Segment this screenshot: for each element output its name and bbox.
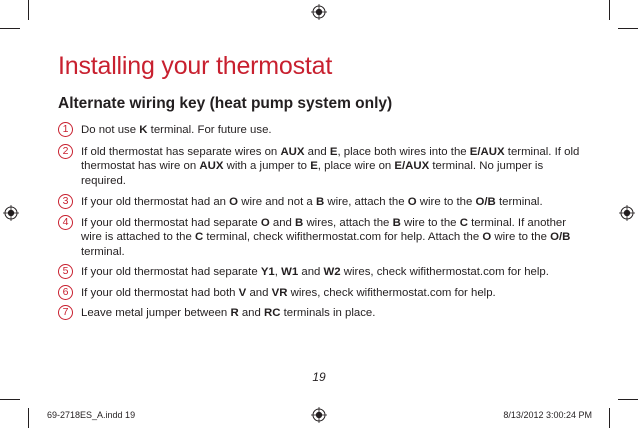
terminal-label: B xyxy=(392,216,401,229)
terminal-label: O/B xyxy=(550,231,571,243)
list-item-text xyxy=(81,217,570,258)
registration-mark-icon xyxy=(3,205,19,221)
crop-mark xyxy=(609,0,610,20)
terminal-label: C xyxy=(194,231,204,243)
wiring-key-list xyxy=(58,123,583,321)
text-run: and xyxy=(269,216,296,229)
crop-mark xyxy=(28,0,29,20)
text-run: and xyxy=(298,266,324,278)
terminal-label: K xyxy=(139,124,148,136)
text-run: wire and not a xyxy=(238,196,316,208)
text-run: If your old thermostat had both xyxy=(81,286,239,299)
text-run: wire, attach the xyxy=(324,196,408,208)
list-item-text xyxy=(81,307,375,319)
terminal-label: W2 xyxy=(323,266,341,278)
text-run: If your old thermostat had separate xyxy=(81,216,261,229)
crop-mark xyxy=(609,408,610,428)
registration-mark-icon xyxy=(311,407,327,423)
text-run: terminal. If another wire is attached to the xyxy=(81,216,567,243)
list-item xyxy=(58,286,583,301)
text-run: wires, attach the xyxy=(303,216,393,229)
terminal-label: AUX xyxy=(280,145,305,158)
list-item-text xyxy=(81,266,549,278)
terminal-label: W1 xyxy=(281,266,299,278)
page-number: 19 xyxy=(312,370,326,384)
crop-mark xyxy=(0,28,20,29)
terminal-label: O xyxy=(482,231,492,243)
terminal-label: V xyxy=(238,286,247,299)
text-run: terminal. For future use. xyxy=(147,124,272,136)
step-number-badge: 6 xyxy=(58,285,73,300)
text-run: , place both wires into the xyxy=(337,145,470,158)
text-run: Leave metal jumper between xyxy=(81,307,231,319)
text-run: , place wire on xyxy=(317,160,395,172)
text-run: Do not use xyxy=(81,124,140,136)
terminal-label: B xyxy=(315,196,325,208)
text-run: wire to the xyxy=(400,216,460,229)
list-item xyxy=(58,123,583,138)
list-item-text xyxy=(81,196,543,208)
step-number-badge: 4 xyxy=(58,215,73,230)
text-run: terminals in place. xyxy=(280,307,376,319)
terminal-label: O xyxy=(229,196,239,208)
list-item xyxy=(58,195,583,210)
step-number-badge: 1 xyxy=(58,122,73,137)
terminal-label: AUX xyxy=(199,160,224,172)
text-run: wires, check wifithermostat.com for help. xyxy=(340,266,549,278)
list-item xyxy=(58,216,583,260)
text-run: If old thermostat has separate wires on xyxy=(81,145,281,158)
terminal-label: E/AUX xyxy=(469,145,505,158)
text-run: , xyxy=(274,266,282,278)
terminal-label: E/AUX xyxy=(394,160,430,172)
text-run: terminal. No jumper is required. xyxy=(81,160,544,187)
page-title: Installing your thermostat xyxy=(58,52,333,80)
text-run: terminal. xyxy=(81,245,125,258)
step-number-badge: 2 xyxy=(58,144,73,159)
text-run: terminal. If old thermostat has wire on xyxy=(81,145,580,172)
terminal-label: E xyxy=(310,160,318,172)
crop-mark xyxy=(0,399,20,400)
registration-mark-icon xyxy=(619,205,635,221)
text-run: and xyxy=(238,307,265,319)
step-number-badge: 7 xyxy=(58,305,73,320)
text-run: with a jumper to xyxy=(223,160,311,172)
terminal-label: C xyxy=(459,216,468,229)
text-run: If your old thermostat had an xyxy=(81,196,230,208)
text-run: and xyxy=(246,286,272,299)
terminal-label: O xyxy=(260,216,270,229)
list-item xyxy=(58,306,583,321)
terminal-label: B xyxy=(295,216,304,229)
terminal-label: RC xyxy=(264,307,281,319)
text-run: terminal. xyxy=(495,196,543,208)
list-item xyxy=(58,145,583,189)
crop-mark xyxy=(618,399,638,400)
registration-mark-icon xyxy=(311,4,327,20)
crop-mark xyxy=(28,408,29,428)
terminal-label: O xyxy=(407,196,417,208)
terminal-label: VR xyxy=(271,286,288,299)
text-run: If your old thermostat had separate xyxy=(81,266,261,278)
crop-mark xyxy=(618,28,638,29)
section-heading: Alternate wiring key (heat pump system only) xyxy=(58,95,393,112)
terminal-label: O/B xyxy=(475,196,496,208)
terminal-label: R xyxy=(230,307,239,319)
list-item-text xyxy=(81,124,272,136)
text-run: wires, check wifithermostat.com for help. xyxy=(287,286,496,299)
terminal-label: Y1 xyxy=(260,266,275,278)
step-number-badge: 3 xyxy=(58,194,73,209)
text-run: wire to the xyxy=(416,196,476,208)
text-run: terminal, check wifithermostat.com for help. Attach the xyxy=(203,231,483,243)
slug-filename: 69-2718ES_A.indd 19 xyxy=(47,410,136,420)
terminal-label: E xyxy=(329,145,338,158)
list-item-text xyxy=(81,287,496,299)
list-item xyxy=(58,265,583,280)
text-run: and xyxy=(304,145,330,158)
step-number-badge: 5 xyxy=(58,264,73,279)
list-item-text xyxy=(81,146,579,187)
slug-timestamp: 8/13/2012 3:00:24 PM xyxy=(503,410,592,420)
text-run: wire to the xyxy=(491,231,551,243)
